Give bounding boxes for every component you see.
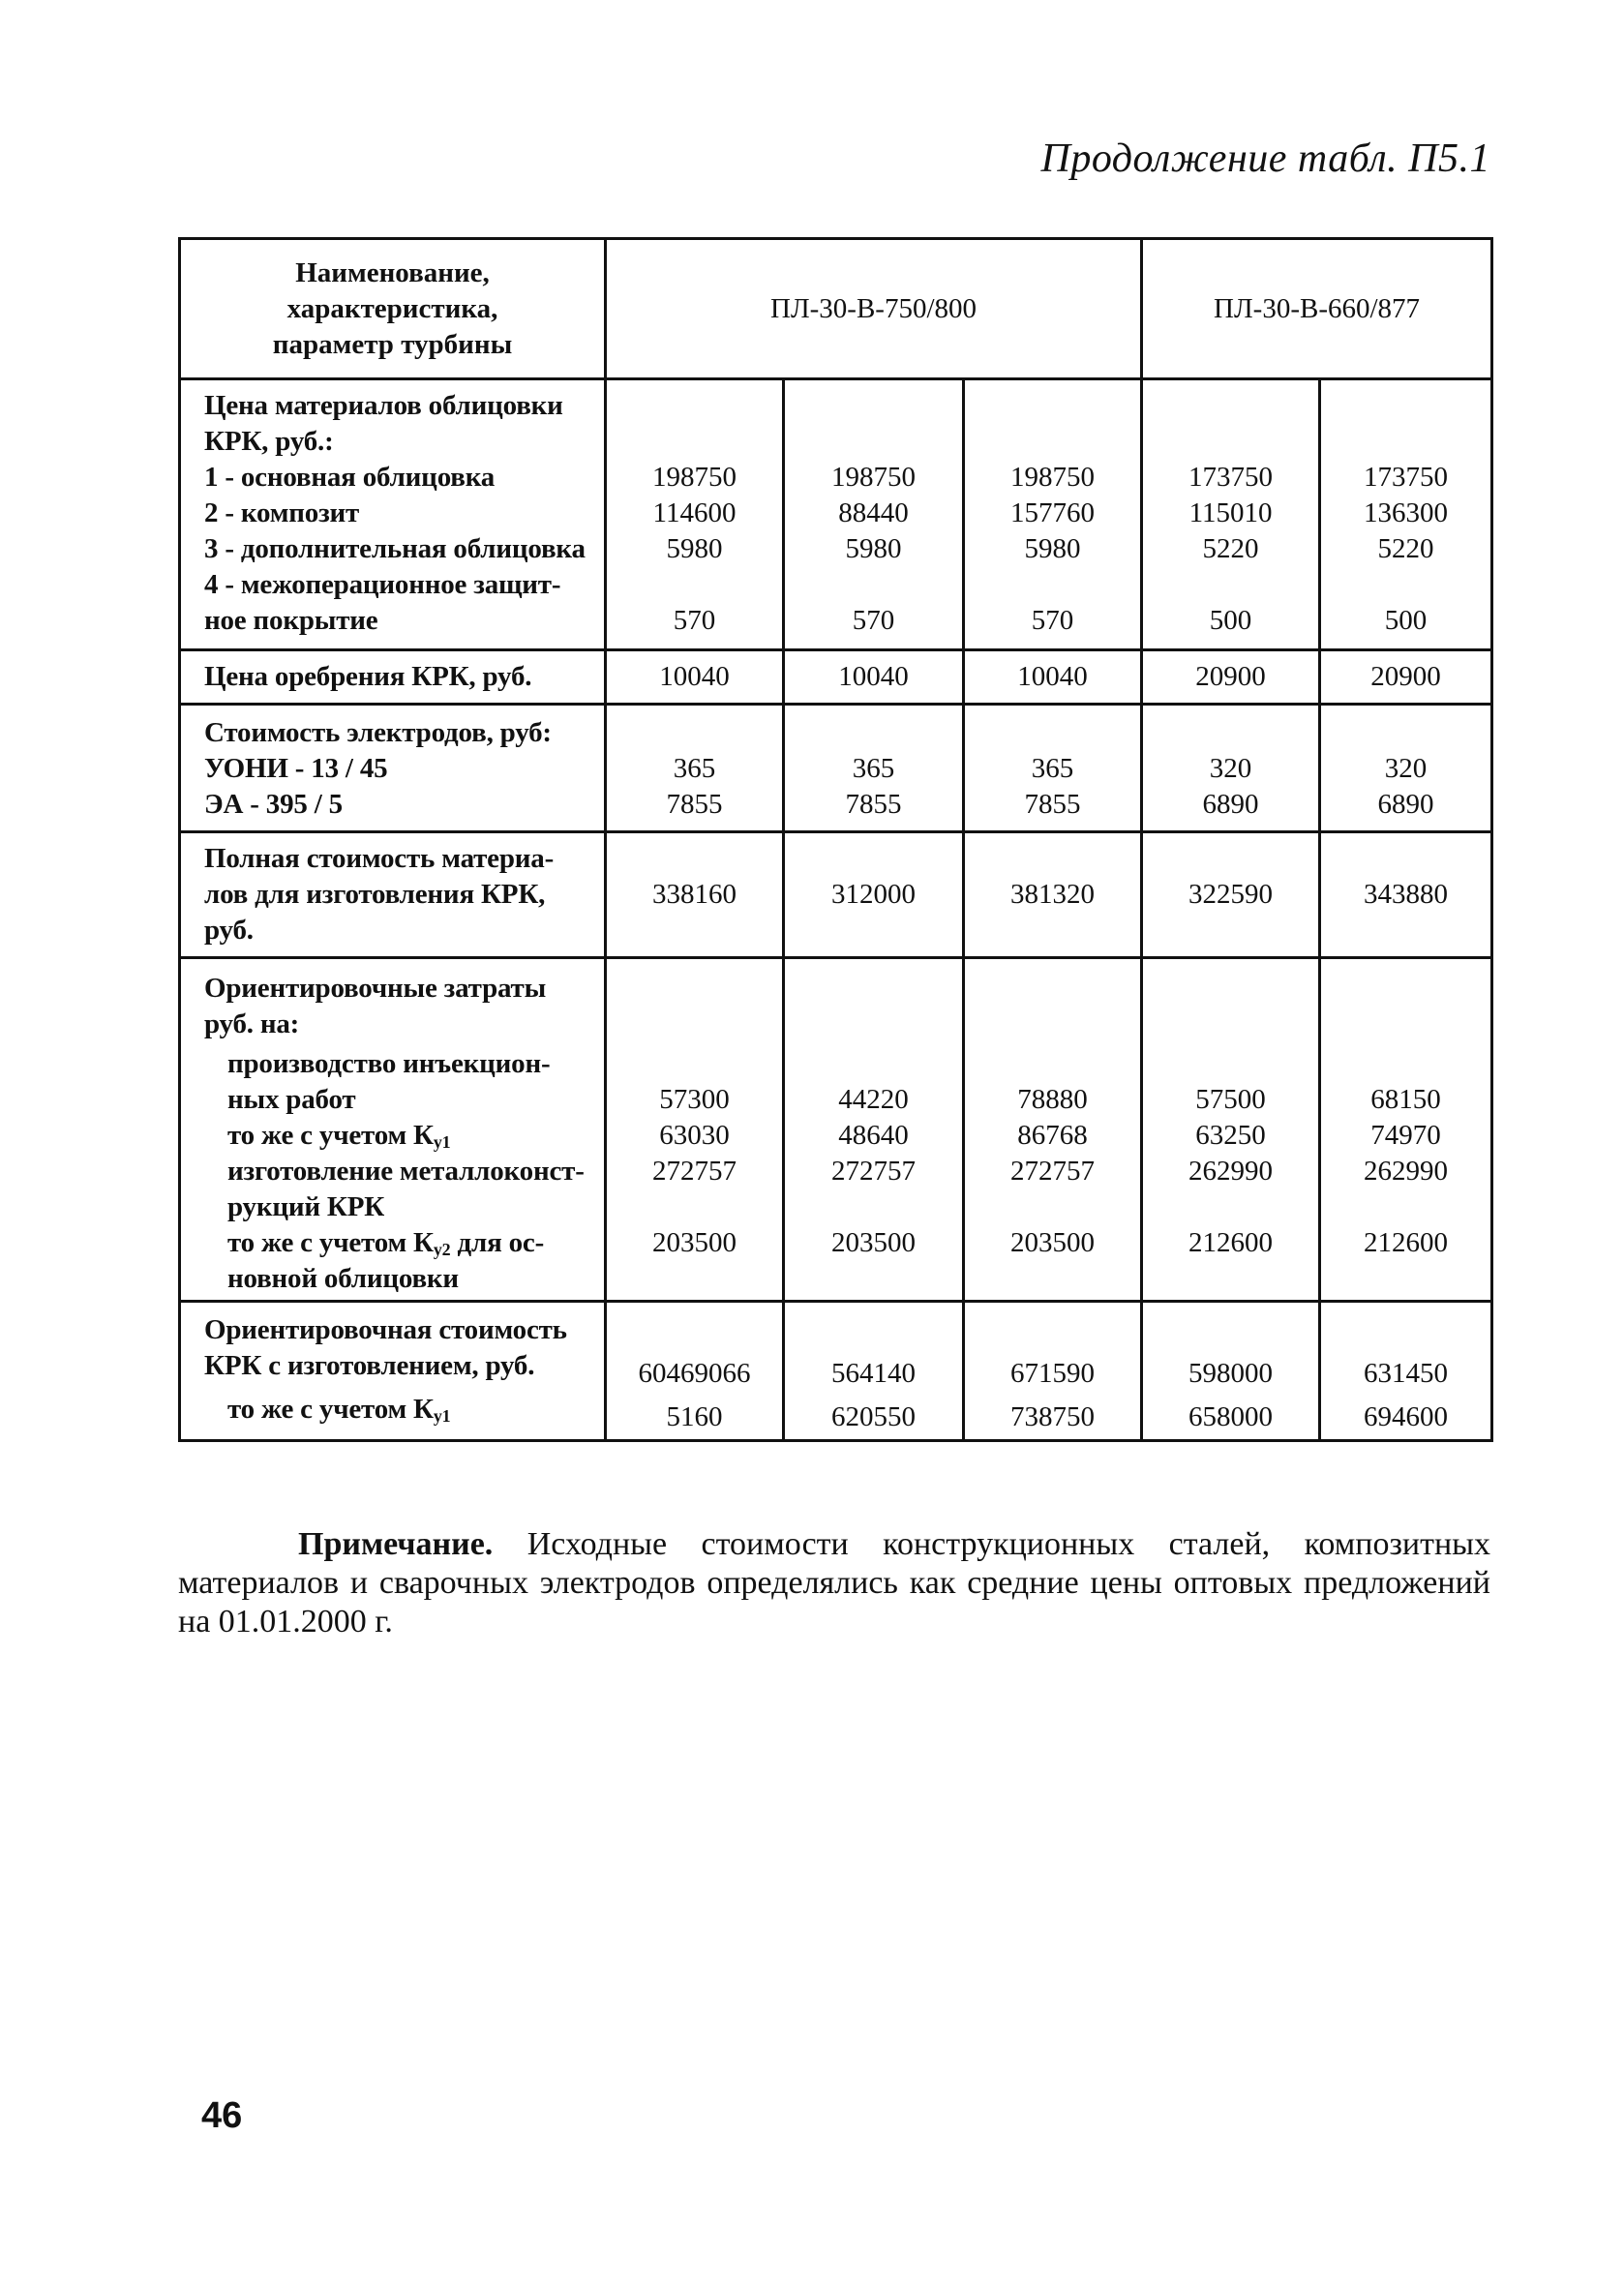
header-turbine-group-1: ПЛ-30-В-750/800 (606, 239, 1142, 379)
value: 57300 (659, 1084, 730, 1115)
table-row (180, 832, 1492, 958)
value: 564140 (831, 1358, 916, 1389)
value: 570 (852, 605, 895, 636)
label-line (204, 1118, 600, 1154)
value: 5220 (1202, 533, 1259, 564)
value: 173750 (1188, 462, 1274, 493)
value: 7855 (666, 789, 723, 820)
label-line: УОНИ - 13 / 45 (204, 753, 388, 784)
value: 500 (1384, 605, 1428, 636)
table-row (180, 650, 1492, 705)
value: 365 (1031, 753, 1074, 784)
estimated-col-1 (606, 958, 784, 1302)
value: 173750 (1364, 462, 1449, 493)
label-line: 1 - основная облицовка (204, 462, 496, 493)
label-line (204, 1225, 600, 1261)
label-line: лов для изготовления КРК, (204, 879, 546, 910)
value: 262990 (1364, 1156, 1449, 1187)
label-line: ных работ (227, 1084, 356, 1115)
fin-value: 20900 (1142, 650, 1320, 705)
value: 48640 (838, 1120, 909, 1151)
krk-col-3 (964, 1302, 1142, 1441)
value: 320 (1384, 753, 1428, 784)
value: 57500 (1195, 1084, 1266, 1115)
value: 500 (1209, 605, 1252, 636)
value: 88440 (838, 497, 909, 528)
label-line: Ориентировочные затраты (204, 973, 547, 1004)
total-value: 381320 (964, 832, 1142, 958)
value: 5980 (845, 533, 902, 564)
label-line: 4 - межоперационное защит- (204, 569, 561, 600)
value: 157760 (1010, 497, 1096, 528)
ky1-subscript: у1 (433, 1406, 451, 1426)
value: 86768 (1017, 1120, 1088, 1151)
value: 68150 (1370, 1084, 1441, 1115)
label-line: новной облицовки (227, 1263, 459, 1294)
value: 136300 (1364, 497, 1449, 528)
electrodes-label (180, 705, 606, 832)
estimated-col-4 (1142, 958, 1320, 1302)
label-line: изготовление металлоконст- (227, 1156, 585, 1187)
electrodes-col-4 (1142, 705, 1320, 832)
table-row (180, 705, 1492, 832)
fin-value: 10040 (964, 650, 1142, 705)
electrodes-col-3 (964, 705, 1142, 832)
estimated-col-5 (1320, 958, 1492, 1302)
estimated-col-3 (964, 958, 1142, 1302)
total-value: 312000 (784, 832, 964, 958)
value: 63030 (659, 1120, 730, 1151)
table-header-row (180, 239, 1492, 379)
estimated-col-2 (784, 958, 964, 1302)
electrodes-col-5 (1320, 705, 1492, 832)
krk-label (180, 1302, 606, 1441)
krk-col-4 (1142, 1302, 1320, 1441)
total-value: 343880 (1320, 832, 1492, 958)
value: 7855 (845, 789, 902, 820)
materials-col-1 (606, 379, 784, 650)
value: 5980 (1024, 533, 1081, 564)
value: 738750 (1010, 1401, 1096, 1432)
value: 365 (673, 753, 716, 784)
ky2-subscript: у2 (433, 1240, 451, 1259)
label-line: Полная стоимость материа- (204, 843, 555, 874)
value: 6890 (1202, 789, 1259, 820)
label-line: КРК, руб.: (204, 426, 334, 457)
value: 620550 (831, 1401, 916, 1432)
value: 272757 (831, 1156, 916, 1187)
footnote-label: Примечание. (298, 1526, 494, 1562)
value: 365 (852, 753, 895, 784)
label-line: руб. на: (204, 1008, 300, 1039)
header-param-line: параметр турбины (272, 328, 513, 360)
table-row (180, 1302, 1492, 1441)
fin-label: Цена оребрения КРК, руб. (180, 650, 606, 705)
total-label (180, 832, 606, 958)
value: 272757 (652, 1156, 737, 1187)
ky1-prefix: то же с учетом К (227, 1120, 434, 1151)
ky2-suffix: для ос- (450, 1227, 545, 1258)
value: 74970 (1370, 1120, 1441, 1151)
fin-value: 10040 (606, 650, 784, 705)
label-line: рукций КРК (227, 1191, 385, 1222)
page-number: 46 (201, 2095, 243, 2136)
label-line: производство инъекцион- (227, 1048, 551, 1079)
value: 6890 (1377, 789, 1434, 820)
electrodes-col-2 (784, 705, 964, 832)
value: 114600 (652, 497, 737, 528)
materials-col-3 (964, 379, 1142, 650)
krk-col-5 (1320, 1302, 1492, 1441)
value: 63250 (1195, 1120, 1266, 1151)
header-turbine-group-2: ПЛ-30-В-660/877 (1142, 239, 1492, 379)
materials-col-4 (1142, 379, 1320, 650)
label-line: 2 - композит (204, 497, 360, 528)
materials-label (180, 379, 606, 650)
krk-col-1 (606, 1302, 784, 1441)
table-row (180, 958, 1492, 1302)
value: 5980 (666, 533, 723, 564)
fin-value: 20900 (1320, 650, 1492, 705)
value: 570 (673, 605, 716, 636)
krk-col-2 (784, 1302, 964, 1441)
value: 631450 (1364, 1358, 1449, 1389)
value: 212600 (1188, 1227, 1274, 1258)
value: 198750 (831, 462, 916, 493)
value: 262990 (1188, 1156, 1274, 1187)
label-line: ЭА - 395 / 5 (204, 789, 343, 820)
ky1-prefix: то же с учетом К (227, 1394, 434, 1425)
label-line: ное покрытие (204, 605, 378, 636)
value: 694600 (1364, 1401, 1449, 1432)
total-value: 322590 (1142, 832, 1320, 958)
label-line: 3 - дополнительная облицовка (204, 533, 586, 564)
value: 203500 (652, 1227, 737, 1258)
cost-table (178, 237, 1493, 1442)
label-line (204, 1392, 600, 1428)
value: 5220 (1377, 533, 1434, 564)
value: 78880 (1017, 1084, 1088, 1115)
header-param-cell (180, 239, 606, 379)
table-row (180, 379, 1492, 650)
value: 203500 (1010, 1227, 1096, 1258)
electrodes-col-1 (606, 705, 784, 832)
materials-col-2 (784, 379, 964, 650)
value: 5160 (666, 1401, 723, 1432)
label-line: Стоимость электродов, руб: (204, 717, 552, 748)
label-line: КРК с изготовлением, руб. (204, 1350, 535, 1381)
header-param-line: Наименование, (295, 256, 490, 288)
label-line: Цена материалов облицовки (204, 390, 563, 421)
ky1-subscript: у1 (433, 1132, 451, 1152)
total-value: 338160 (606, 832, 784, 958)
value: 44220 (838, 1084, 909, 1115)
value: 203500 (831, 1227, 916, 1258)
value: 115010 (1188, 497, 1273, 528)
table-caption: Продолжение табл. П5.1 (1040, 136, 1490, 181)
label-line: Ориентировочная стоимость (204, 1314, 567, 1345)
value: 570 (1031, 605, 1074, 636)
value: 198750 (1010, 462, 1096, 493)
fin-value: 10040 (784, 650, 964, 705)
ky2-prefix: то же с учетом К (227, 1227, 434, 1258)
footnote-text: Исходные стоимости конструкционных сталей, композитных материалов и сварочных электродов определялись как средние цены оптовых предложений на 01.01.2000 г. (178, 1526, 1490, 1639)
value: 212600 (1364, 1227, 1449, 1258)
value: 598000 (1188, 1358, 1274, 1389)
value: 272757 (1010, 1156, 1096, 1187)
value: 658000 (1188, 1401, 1274, 1432)
header-param-line: характеристика, (286, 292, 498, 324)
materials-col-5 (1320, 379, 1492, 650)
value: 320 (1209, 753, 1252, 784)
value: 671590 (1010, 1358, 1096, 1389)
value: 198750 (652, 462, 737, 493)
value: 7855 (1024, 789, 1081, 820)
value: 60469066 (638, 1358, 751, 1389)
footnote (178, 1525, 1490, 1641)
label-line: руб. (204, 915, 254, 946)
estimated-label (180, 958, 606, 1302)
